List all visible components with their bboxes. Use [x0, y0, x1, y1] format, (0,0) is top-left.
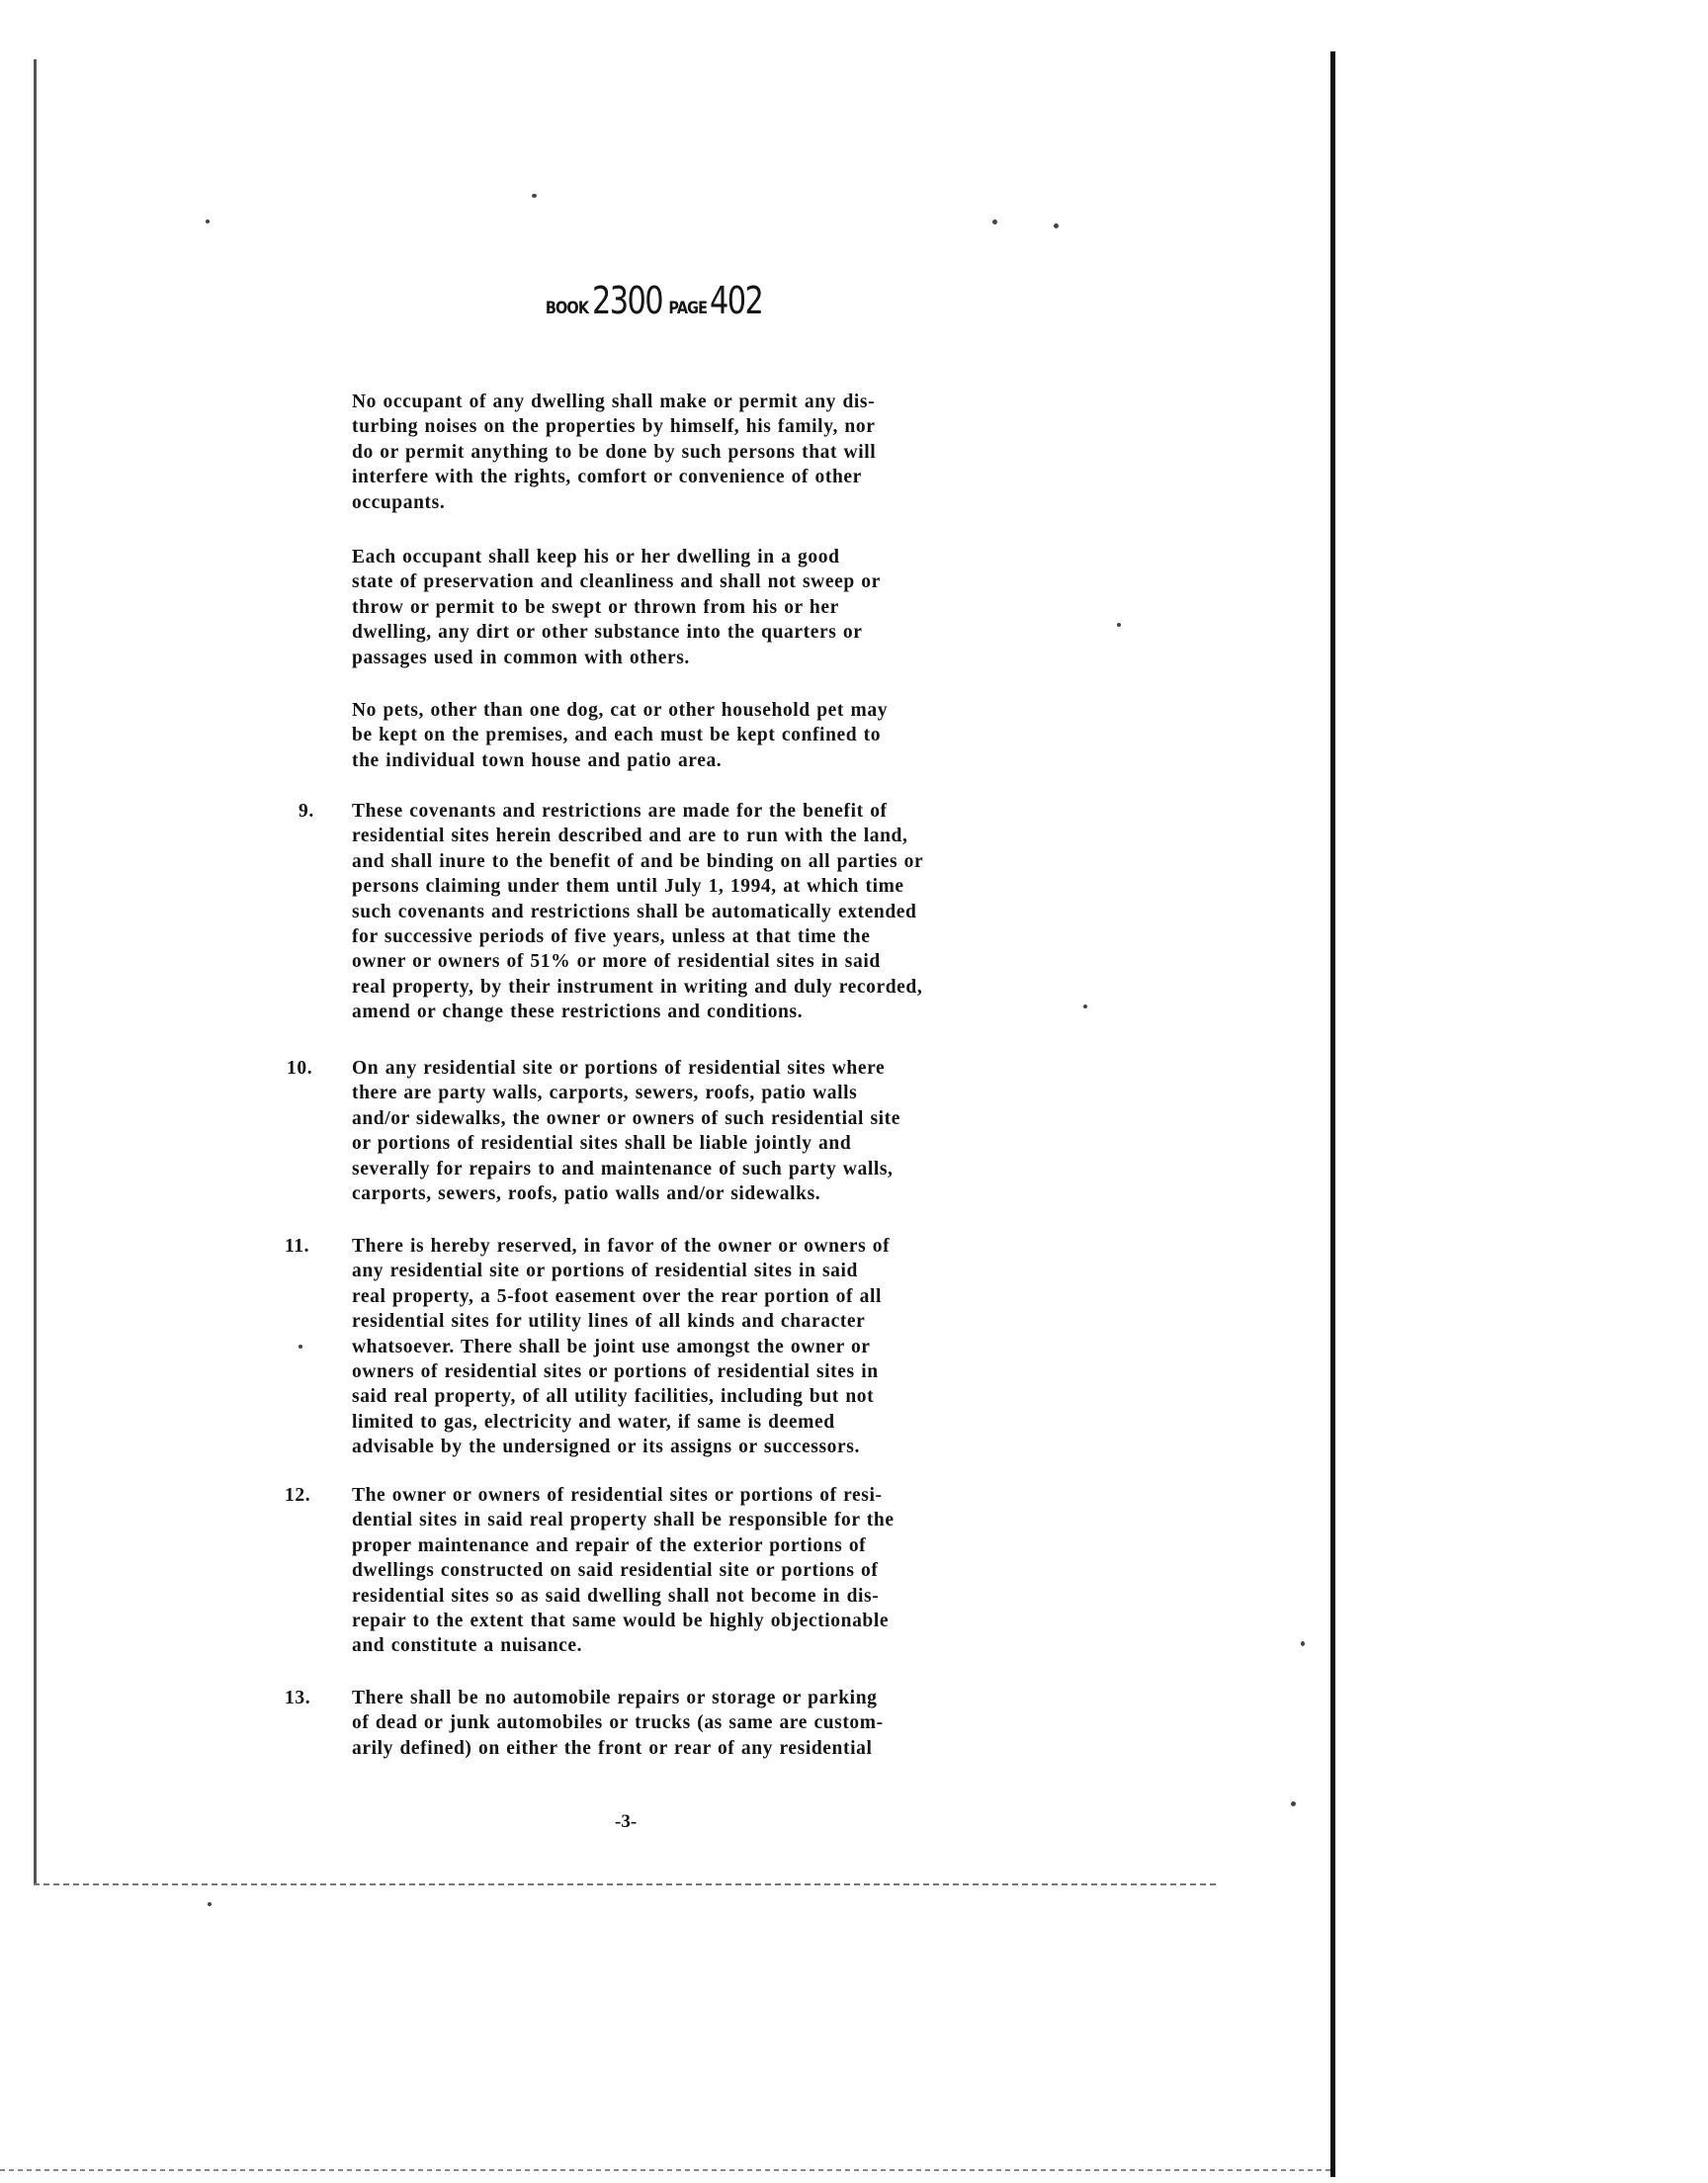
- scan-speck: [992, 219, 997, 224]
- text-line: arily defined) on either the front or rear of any residential: [352, 1737, 873, 1759]
- scan-speck: [1117, 623, 1121, 627]
- scan-speck: [1291, 1801, 1296, 1806]
- text-line: for successive periods of five years, unless at that time the: [352, 926, 871, 948]
- book-number: 2300: [592, 279, 663, 322]
- text-line: persons claiming under them until July 1, 1994, at which time: [352, 876, 904, 898]
- text-line: and constitute a nuisance.: [352, 1635, 583, 1657]
- text-line: do or permit anything to be done by such persons that will: [352, 441, 877, 463]
- paragraph-number: 10.: [287, 1058, 313, 1079]
- text-line: owner or owners of 51% or more of residential sites in said: [352, 951, 881, 973]
- text-line: dential sites in said real property shall be responsible for the: [352, 1510, 895, 1531]
- text-line: repair to the extent that same would be highly objectionable: [352, 1611, 890, 1632]
- text-line: turbing noises on the properties by himself, his family, nor: [352, 416, 876, 438]
- scan-speck: [299, 1345, 302, 1349]
- scan-speck: [208, 1902, 212, 1906]
- text-line: There shall be no automobile repairs or storage or parking: [352, 1688, 878, 1708]
- paragraph-number: 12.: [285, 1485, 311, 1506]
- text-line: dwelling, any dirt or other substance into the quarters or: [352, 622, 863, 644]
- text-line: No occupant of any dwelling shall make or permit any dis-: [352, 392, 876, 412]
- text-line: be kept on the premises, and each must be kept confined to: [352, 725, 882, 746]
- text-line: throw or permit to be swept or thrown from his or her: [352, 596, 839, 618]
- text-line: amend or change these restrictions and conditions.: [352, 1002, 804, 1023]
- paragraph-number: 13.: [285, 1688, 311, 1708]
- text-line: said real property, of all utility facilities, including but not: [352, 1386, 875, 1408]
- text-line: and/or sidewalks, the owner or owners of such residential site: [352, 1107, 901, 1129]
- scan-speck: [206, 219, 210, 223]
- text-line: carports, sewers, roofs, patio walls and/or sidewalks.: [352, 1183, 821, 1205]
- text-line: occupants.: [352, 491, 446, 513]
- scan-bottom-edge: [34, 1883, 1220, 1885]
- text-line: the individual town house and patio area.: [352, 749, 723, 771]
- page-number-stamp: 402: [710, 279, 763, 322]
- paragraph-noise: [352, 390, 1083, 515]
- paragraph-13: [352, 1686, 1083, 1761]
- text-line: Each occupant shall keep his or her dwelling in a good: [352, 547, 840, 568]
- text-line: and shall inure to the benefit of and be binding on all parties or: [352, 850, 924, 872]
- text-line: there are party walls, carports, sewers, roofs, patio walls: [352, 1083, 858, 1104]
- book-label: BOOK: [545, 299, 589, 318]
- scan-speck: [532, 194, 537, 198]
- paragraph-cleanliness: [352, 545, 1083, 670]
- paragraph-11: [352, 1234, 1083, 1460]
- text-line: residential sites for utility lines of all kinds and character: [352, 1311, 866, 1333]
- scan-footer-edge: [0, 2169, 1334, 2171]
- text-line: passages used in common with others.: [352, 647, 690, 668]
- text-line: whatsoever. There shall be joint use amongst the owner or: [352, 1336, 871, 1357]
- paragraph-number: 9.: [299, 801, 314, 822]
- text-line: state of preservation and cleanliness and shall not sweep or: [352, 571, 881, 593]
- text-line: owners of residential sites or portions of residential sites in: [352, 1361, 879, 1383]
- text-line: interfere with the rights, comfort or convenience of other: [352, 467, 862, 488]
- paragraph-number: 11.: [285, 1236, 310, 1257]
- scan-left-edge: [34, 59, 37, 1883]
- text-line: such covenants and restrictions shall be automatically extended: [352, 901, 917, 922]
- paragraph-12: [352, 1483, 1083, 1659]
- book-page-stamp: [542, 279, 776, 322]
- text-line: There is hereby reserved, in favor of the owner or owners of: [352, 1236, 891, 1257]
- text-line: residential sites herein described and are to run with the land,: [352, 826, 908, 847]
- scan-right-edge: [1330, 51, 1335, 2177]
- text-line: The owner or owners of residential sites or portions of resi-: [352, 1485, 883, 1506]
- paragraph-9: [352, 799, 1083, 1025]
- text-line: any residential site or portions of residential sites in said: [352, 1261, 858, 1282]
- text-line: proper maintenance and repair of the exterior portions of: [352, 1534, 867, 1556]
- paragraph-10: [352, 1056, 1083, 1206]
- text-line: of dead or junk automobiles or trucks (as same are custom-: [352, 1712, 884, 1734]
- text-line: real property, a 5-foot easement over the rear portion of all: [352, 1285, 882, 1307]
- text-line: severally for repairs to and maintenance of such party walls,: [352, 1158, 894, 1179]
- text-line: or portions of residential sites shall be liable jointly and: [352, 1133, 852, 1155]
- text-line: limited to gas, electricity and water, if same is deemed: [352, 1411, 835, 1433]
- paragraph-pets: [352, 698, 1083, 773]
- text-line: No pets, other than one dog, cat or other household pet may: [352, 700, 889, 721]
- text-line: residential sites so as said dwelling shall not become in dis-: [352, 1585, 880, 1607]
- text-line: These covenants and restrictions are made for the benefit of: [352, 801, 888, 822]
- footer-page-number: -3-: [615, 1811, 638, 1832]
- scan-speck: [1083, 1004, 1087, 1008]
- scan-speck: [1301, 1641, 1305, 1646]
- text-line: On any residential site or portions of residential sites where: [352, 1058, 886, 1079]
- text-line: real property, by their instrument in writing and duly recorded,: [352, 976, 923, 998]
- text-line: advisable by the undersigned or its assigns or successors.: [352, 1437, 860, 1458]
- text-line: dwellings constructed on said residential site or portions of: [352, 1560, 879, 1582]
- page-label: PAGE: [668, 299, 708, 318]
- scan-speck: [1054, 223, 1059, 228]
